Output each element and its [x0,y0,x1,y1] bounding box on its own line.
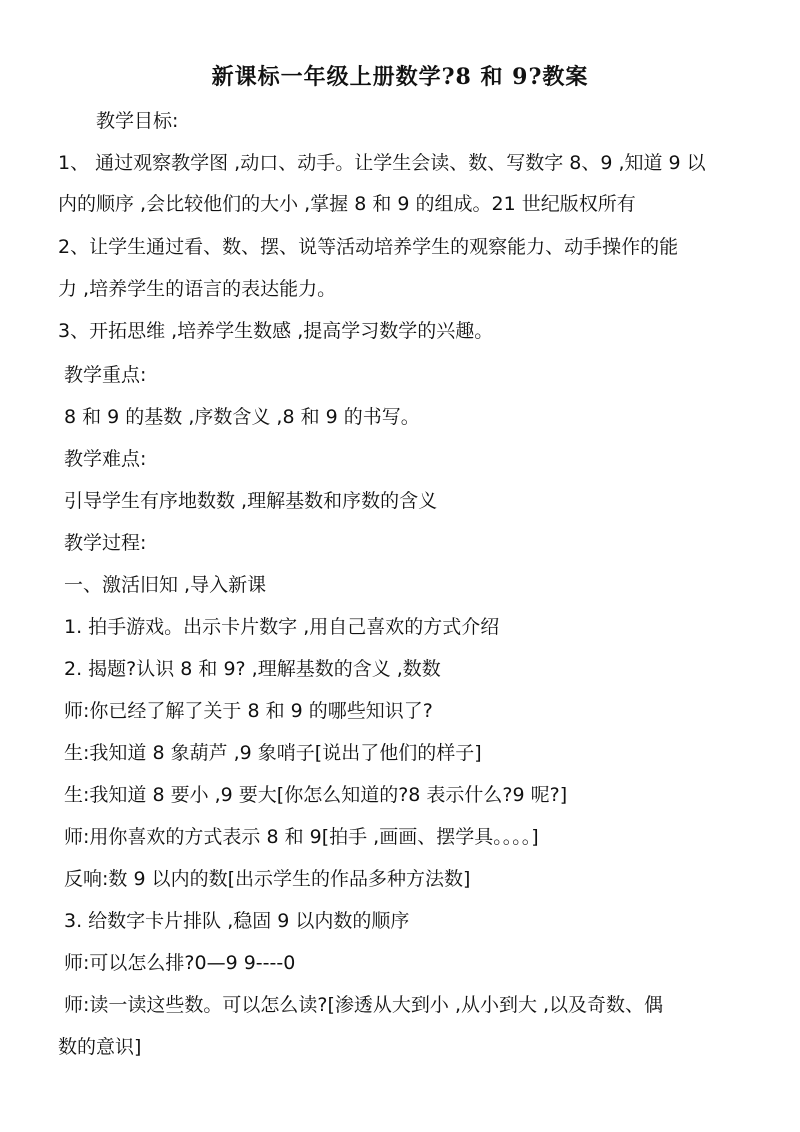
text-line: 内的顺序 ,会比较他们的大小 ,掌握 8 和 9 的组成。21 世纪版权所有 [58,193,636,215]
text-line: 一、激活旧知 ,导入新课 [64,574,267,596]
text-line: 2、让学生通过看、数、摆、说等活动培养学生的观察能力、动手操作的能 [58,236,679,258]
text-line: 3. 给数字卡片排队 ,稳固 9 以内数的顺序 [64,910,410,932]
text-line: 师:用你喜欢的方式表示 8 和 9[拍手 ,画画、摆学具。。。。] [64,826,539,848]
text-line: 3、开拓思维 ,培养学生数感 ,提高学习数学的兴趣。 [58,320,494,342]
text-line: 教学难点: [64,448,147,470]
text-line: 师:你已经了解了关于 8 和 9 的哪些知识了? [64,700,433,722]
text-line: 教学目标: [96,110,179,132]
text-line: 数的意识] [58,1036,142,1058]
text-line: 8 和 9 的基数 ,序数含义 ,8 和 9 的书写。 [64,406,420,428]
text-line: 师:读一读这些数。可以怎么读?[渗透从大到小 ,从小到大 ,以及奇数、偶 [64,994,664,1016]
text-line: 1. 拍手游戏。出示卡片数字 ,用自己喜欢的方式介绍 [64,616,500,638]
text-line: 反响:数 9 以内的数[出示学生的作品多种方法数] [64,868,471,890]
text-line: 教学过程: [64,532,147,554]
text-line: 生:我知道 8 要小 ,9 要大[你怎么知道的?8 表示什么?9 呢?] [64,784,568,806]
document-title: 新课标一年级上册数学?8 和 9?教案 [211,64,589,90]
text-line: 力 ,培养学生的语言的表达能力。 [58,278,337,300]
text-line: 生:我知道 8 象葫芦 ,9 象哨子[说出了他们的样子] [64,742,482,764]
text-line: 教学重点: [64,364,147,386]
text-line: 2. 揭题?认识 8 和 9? ,理解基数的含义 ,数数 [64,658,441,680]
text-line: 引导学生有序地数数 ,理解基数和序数的含义 [64,490,438,512]
text-line: 师:可以怎么排?0—9 9----0 [64,952,296,974]
text-line: 1、 通过观察教学图 ,动口、动手。让学生会读、数、写数字 8、9 ,知道 9 以 [58,152,706,174]
